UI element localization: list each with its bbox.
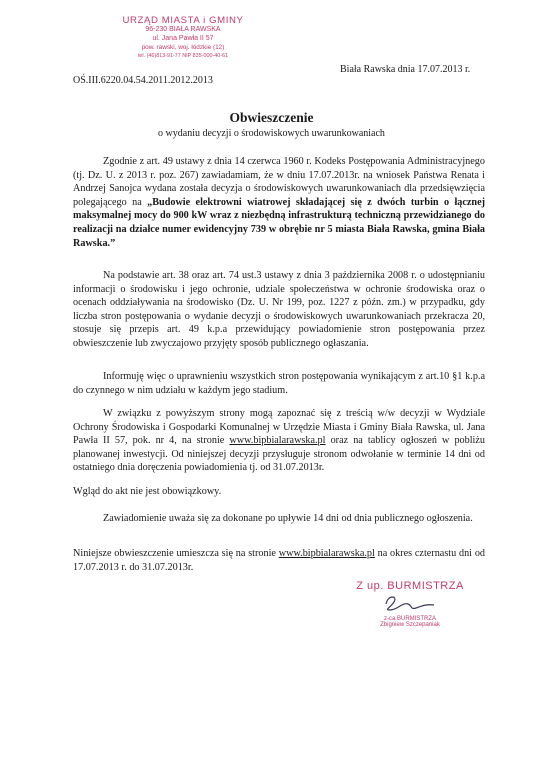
stamp-office-name: URZĄD MIASTA i GMINY	[122, 15, 244, 26]
bip-link[interactable]: www.bipbialarawska.pl	[229, 435, 326, 447]
paragraph-access-before: W związku z powyższym strony mogą zapoznać się z treścią w/w decyzji w Wydziale Ochrony Środowiska i Gospodarki Komunalnej w Urzędzie Miasta i Gminy Biała Rawska, ul. Jana Pawła II 57, pok. nr 4, na stronie	[73, 408, 485, 447]
paragraph-rights	[73, 370, 485, 397]
signature-title: Z up. BURMISTRZA	[356, 580, 464, 592]
paragraph-inspection-text: Wgląd do akt nie jest obowiązkowy.	[73, 486, 222, 497]
bip-link-2[interactable]: www.bipbialarawska.pl	[278, 548, 375, 559]
document-title: Obwieszczenie	[229, 110, 314, 125]
paragraph-delivery	[73, 512, 485, 526]
paragraph-publication-before: Niniejsze obwieszczenie umieszcza się na stronie	[73, 548, 279, 559]
paragraph-delivery-text: Zawiadomienie uważa się za dokonane po upływie 14 dni od dnia publicznego ogłoszenia.	[103, 513, 473, 524]
stamp-contact: tel. (46)813-91-77 NIP 835-000-40-61	[137, 53, 229, 59]
place-date: Biała Rawska dnia 17.07.2013 r.	[340, 64, 471, 75]
paragraph-access	[73, 407, 485, 475]
paragraph-legal-basis-text: Na podstawie art. 38 oraz art. 74 ust.3 ustawy z dnia 3 października 2008 r. o udostępnianiu informacji o środowisku i jego ochronie, udziale społeczeństwa w ochronie środowiska oraz o ocenach oddziaływania na środowisko (Dz. U. Nr 199, poz. 1227 z późn. zm.) w przypadku, gdy liczba stron postępowania o wydanie decyzji o środowiskowych uwarunkowaniach przekracza 20, stosuje się przepis art. 49 k.p.a przewidujący powiadomienie stron postępowania przez obwieszczenie lub zwyczajowo przyjęty sposób publicznego ogłaszania.	[73, 270, 485, 349]
office-stamp	[108, 16, 258, 61]
stamp-street: ul. Jana Pawła II 57	[152, 35, 214, 42]
paragraph-rights-text: Informuję więc o uprawnieniu wszystkich stron postępowania wynikającym z art.10 §1 k.p.a do czynnego w nim udziału w każdym jego stadium.	[73, 371, 485, 396]
signature-stamp	[345, 580, 475, 628]
handwritten-signature-icon	[380, 592, 440, 614]
paragraph-publication-after: na okres czternastu dni od 17.07.2013 r. do 31.07.2013r.	[73, 548, 486, 573]
paragraph-inspection	[73, 485, 485, 499]
paragraph-legal-basis	[73, 269, 485, 351]
stamp-postal-code: 96-230 BIAŁA RAWSKA	[145, 26, 221, 33]
paragraph-notification	[73, 155, 485, 250]
signature-name: Zbigniew Szczepaniak	[380, 622, 440, 628]
paragraph-notification-intro: Zgodnie z art. 49 ustawy z dnia 14 czerwca 1960 r. Kodeks Postępowania Administracyjnego (tj. Dz. U. z 2013 r. poz. 267) zawiadamiam, że w dniu 17.07.2013r. na wniosek Państwa Renata i Andrzej Sanojca wydana została decyzja o środowiskowych uwarunkowaniach dla przedsięwzięcia polegającego na	[73, 156, 485, 208]
reference-number: OŚ.III.6220.04.54.2011.2012.2013	[73, 75, 213, 86]
document-subtitle: o wydaniu decyzji o środowiskowych uwarunkowaniach	[158, 128, 385, 139]
paragraph-publication	[73, 547, 485, 574]
stamp-region: pow. rawski, woj. łódzkie (12)	[141, 44, 225, 51]
investment-description: „Budowie elektrowni wiatrowej składającej się z dwóch turbin o łącznej maksymalnej mocy do 900 kW wraz z niezbędną infrastrukturą techniczną przewidzianego do realizacji na działce numer ewidencyjny 739 w obrębie nr 5 miasta Biała Rawska, gmina Biała Rawska.”	[73, 196, 485, 249]
paragraph-access-after: oraz na tablicy ogłoszeń w pobliżu planowanej inwestycji. Od niniejszej decyzji przysługuje stronom odwołanie w terminie 14 dni od ostatniego dnia doręczenia powiadomienia tj. od 31.07.2013r.	[73, 435, 485, 474]
signature-position: z-ca BURMISTRZA	[383, 616, 436, 622]
